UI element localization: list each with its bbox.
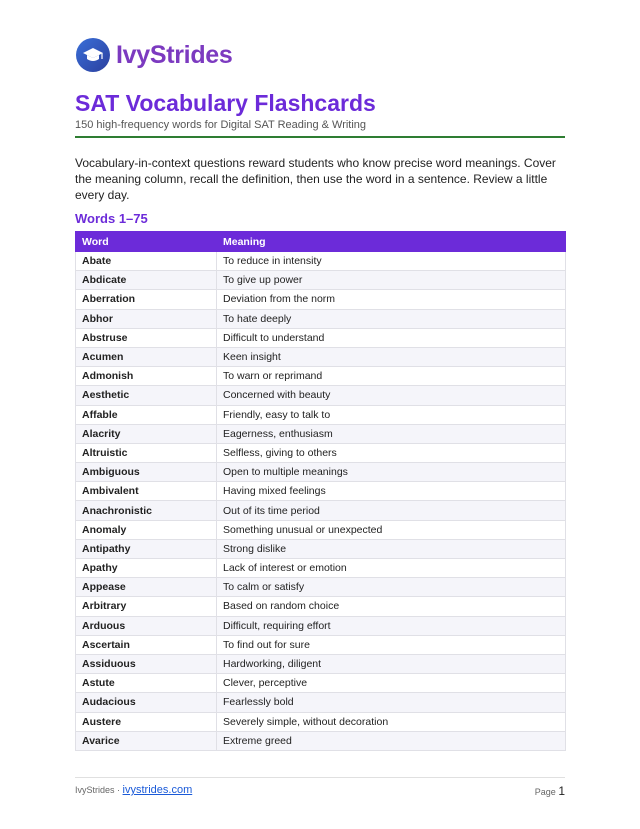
meaning-cell: To reduce in intensity (217, 252, 566, 271)
word-cell: Ambivalent (76, 482, 217, 501)
table-row (76, 252, 566, 271)
meaning-cell: Deviation from the norm (217, 290, 566, 309)
meaning-cell: Hardworking, diligent (217, 654, 566, 673)
page-number (535, 784, 565, 798)
website-link[interactable]: ivystrides.com (122, 784, 193, 796)
meaning-cell: To hate deeply (217, 309, 566, 328)
table-body (76, 252, 566, 751)
table-row (76, 520, 566, 539)
brand-logo (76, 38, 233, 72)
table-row (76, 559, 566, 578)
word-cell: Arduous (76, 616, 217, 635)
word-cell: Acumen (76, 347, 217, 366)
meaning-cell: To find out for sure (217, 635, 566, 654)
meaning-cell: Concerned with beauty (217, 386, 566, 405)
table-row (76, 693, 566, 712)
word-cell: Astute (76, 674, 217, 693)
word-cell: Ambiguous (76, 463, 217, 482)
intro-paragraph: Vocabulary-in-context questions reward students who know precise word meanings. Cover the meaning column, recall the definition, then use the word in a sentence. Review a little every day. (75, 156, 556, 202)
meaning-cell: Extreme greed (217, 731, 566, 750)
word-cell: Abhor (76, 309, 217, 328)
word-cell: Aberration (76, 290, 217, 309)
table-row (76, 367, 566, 386)
page-title: SAT Vocabulary Flashcards (75, 90, 376, 116)
vocabulary-table (75, 231, 566, 751)
column-header-meaning: Meaning (217, 232, 566, 252)
graduation-cap-icon (76, 38, 110, 72)
meaning-cell: Out of its time period (217, 501, 566, 520)
table-row (76, 539, 566, 558)
word-cell: Arbitrary (76, 597, 217, 616)
meaning-cell: Difficult to understand (217, 328, 566, 347)
word-cell: Alacrity (76, 424, 217, 443)
meaning-cell: To calm or satisfy (217, 578, 566, 597)
table-row (76, 424, 566, 443)
table-row (76, 616, 566, 635)
table-row (76, 309, 566, 328)
table-row (76, 597, 566, 616)
word-cell: Antipathy (76, 539, 217, 558)
meaning-cell: To give up power (217, 271, 566, 290)
page-subtitle: 150 high-frequency words for Digital SAT Reading & Writing (75, 119, 367, 131)
meaning-cell: Eagerness, enthusiasm (217, 424, 566, 443)
header-divider (75, 136, 565, 138)
meaning-cell: Open to multiple meanings (217, 463, 566, 482)
table-row (76, 271, 566, 290)
meaning-cell: Something unusual or unexpected (217, 520, 566, 539)
meaning-cell: Lack of interest or emotion (217, 559, 566, 578)
word-cell: Admonish (76, 367, 217, 386)
word-cell: Abate (76, 252, 217, 271)
word-cell: Apathy (76, 559, 217, 578)
word-cell: Aesthetic (76, 386, 217, 405)
table-row (76, 290, 566, 309)
page-number-value: 1 (558, 784, 565, 798)
table-row (76, 712, 566, 731)
footer-separator: · (117, 785, 121, 795)
table-row (76, 405, 566, 424)
meaning-cell: Severely simple, without decoration (217, 712, 566, 731)
table-row (76, 386, 566, 405)
footer-brand (75, 784, 192, 796)
word-cell: Appease (76, 578, 217, 597)
word-cell: Anachronistic (76, 501, 217, 520)
meaning-cell: Friendly, easy to talk to (217, 405, 566, 424)
meaning-cell: Difficult, requiring effort (217, 616, 566, 635)
meaning-cell: Fearlessly bold (217, 693, 566, 712)
meaning-cell: Keen insight (217, 347, 566, 366)
word-cell: Ascertain (76, 635, 217, 654)
brand-name: IvyStrides (116, 40, 233, 69)
table-row (76, 578, 566, 597)
table-header-row (76, 232, 566, 252)
section-heading: Words 1–75 (75, 211, 148, 226)
word-cell: Altruistic (76, 443, 217, 462)
table-row (76, 482, 566, 501)
table-row (76, 443, 566, 462)
table-row (76, 347, 566, 366)
word-cell: Anomaly (76, 520, 217, 539)
table-row (76, 731, 566, 750)
meaning-cell: Based on random choice (217, 597, 566, 616)
word-cell: Austere (76, 712, 217, 731)
table-row (76, 501, 566, 520)
column-header-word: Word (76, 232, 217, 252)
table-row (76, 674, 566, 693)
word-cell: Abstruse (76, 328, 217, 347)
meaning-cell: Selfless, giving to others (217, 443, 566, 462)
meaning-cell: To warn or reprimand (217, 367, 566, 386)
word-cell: Abdicate (76, 271, 217, 290)
word-cell: Audacious (76, 693, 217, 712)
meaning-cell: Clever, perceptive (217, 674, 566, 693)
word-cell: Assiduous (76, 654, 217, 673)
table-row (76, 463, 566, 482)
word-cell: Avarice (76, 731, 217, 750)
table-row (76, 328, 566, 347)
table-row (76, 654, 566, 673)
meaning-cell: Having mixed feelings (217, 482, 566, 501)
word-cell: Affable (76, 405, 217, 424)
meaning-cell: Strong dislike (217, 539, 566, 558)
footer-brand-name: IvyStrides (75, 785, 115, 795)
page-label: Page (534, 787, 556, 797)
table-row (76, 635, 566, 654)
footer-divider (75, 777, 565, 778)
